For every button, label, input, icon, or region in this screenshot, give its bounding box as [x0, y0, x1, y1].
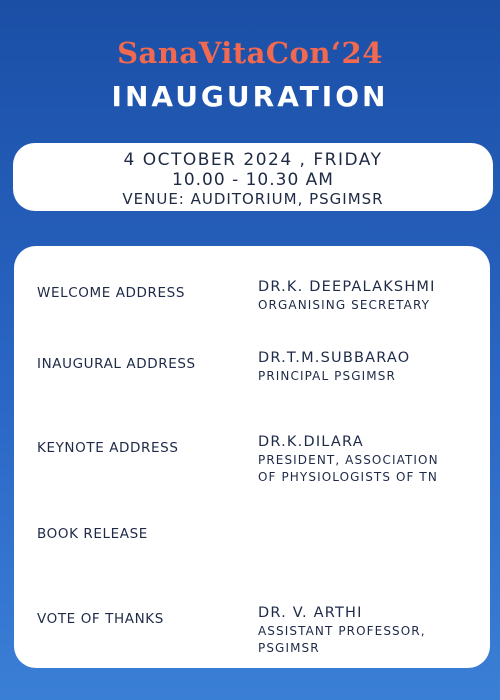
event-label: VOTE OF THANKS: [37, 611, 164, 627]
event-subtitle: INAUGURATION: [111, 80, 389, 113]
event-label: INAUGURAL ADDRESS: [37, 356, 196, 372]
event-time: 10.00 - 10.30 AM: [172, 170, 334, 190]
speaker-block: [258, 348, 483, 385]
date-venue-card: [13, 143, 493, 211]
speaker-name: DR.K. DEEPALAKSHMI: [258, 279, 436, 295]
speaker-role: PSGIMSR: [258, 641, 320, 655]
speaker-name: DR.K.DILARA: [258, 434, 364, 450]
speaker-block: [258, 277, 483, 314]
event-label: BOOK RELEASE: [37, 526, 148, 542]
speaker-role: ASSISTANT PROFESSOR,: [258, 624, 426, 638]
event-label: KEYNOTE ADDRESS: [37, 440, 179, 456]
speaker-role: OF PHYSIOLOGISTS OF TN: [258, 470, 438, 484]
event-label: WELCOME ADDRESS: [37, 285, 185, 301]
conference-title: SanaVitaCon‘24: [117, 36, 383, 70]
speaker-role: PRESIDENT, ASSOCIATION: [258, 453, 439, 467]
speaker-name: DR.T.M.SUBBARAO: [258, 350, 411, 366]
speaker-role: PRINCIPAL PSGIMSR: [258, 369, 396, 383]
speaker-role: ORGANISING SECRETARY: [258, 298, 431, 312]
speaker-block: [258, 603, 483, 657]
event-date: 4 OCTOBER 2024 , FRIDAY: [123, 150, 383, 170]
speaker-block: [258, 432, 483, 486]
speaker-name: DR. V. ARTHI: [258, 605, 363, 621]
event-venue: VENUE: AUDITORIUM, PSGIMSR: [122, 190, 384, 208]
schedule-card: [14, 246, 490, 668]
